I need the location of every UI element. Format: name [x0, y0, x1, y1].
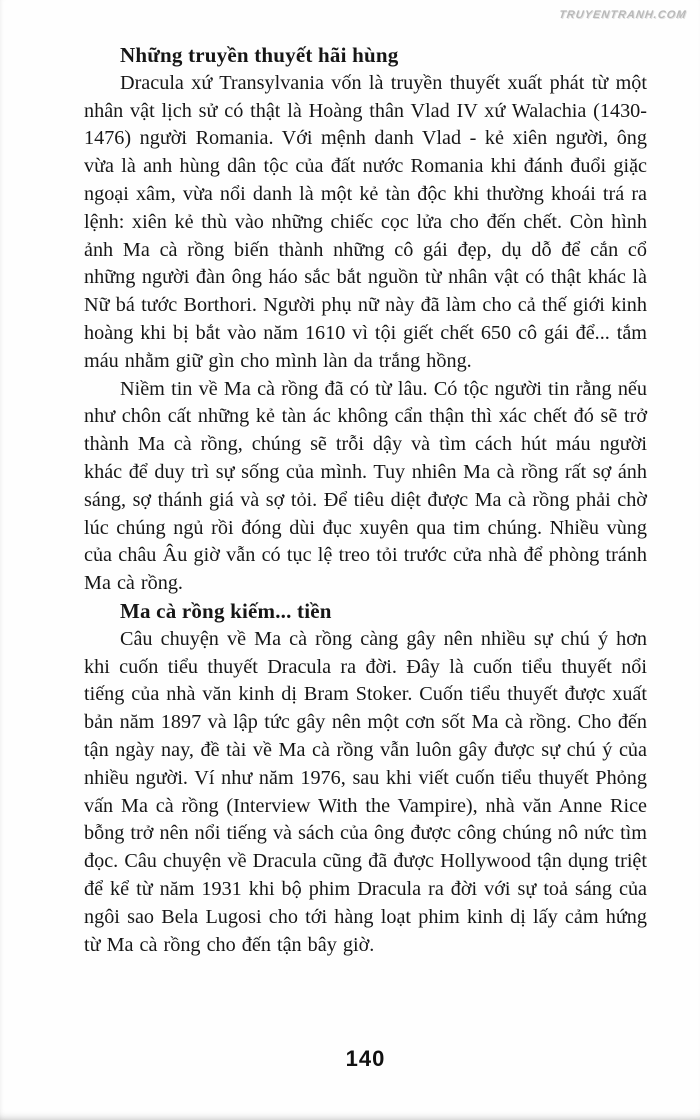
page-content [84, 42, 647, 959]
section-heading-legends: Những truyền thuyết hãi hùng [120, 43, 399, 67]
site-watermark: TRUYENTRANH.COM [557, 9, 687, 21]
paragraph-vampire-beliefs: Niềm tin về Ma cà rồng đã có từ lâu. Có tộc người tin rằng nếu như chôn cất những kẻ tàn ác không cẩn thận thì xác chết đó sẽ trở thành Ma cà rồng, chúng sẽ trỗi dậy và tìm cách hút máu người khác để duy trì sự sống của mình. Tuy nhiên Ma cà rồng rất sợ ánh sáng, sợ thánh giá và sợ tỏi. Để tiêu diệt được Ma cà rồng phải chờ lúc chúng ngủ rồi đóng dùi đục xuyên qua tim chúng. Nhiều vùng của châu Âu giờ vẫn có tục lệ treo tỏi trước cửa nhà để phòng tránh Ma cà rồng. [84, 377, 647, 595]
page-number: 140 [345, 1046, 386, 1071]
paragraph-vampire-fiction: Câu chuyện về Ma cà rồng càng gây nên nhiều sự chú ý hơn khi cuốn tiểu thuyết Dracula ra đời. Đây là cuốn tiểu thuyết nổi tiếng của nhà văn kinh dị Bram Stoker. Cuốn tiểu thuyết được xuất bản năm 1897 và lập tức gây nên một cơn sốt Ma cà rồng. Cho đến tận ngày nay, đề tài về Ma cà rồng vẫn luôn gây được sự chú ý của nhiều người. Ví như năm 1976, sau khi viết cuốn tiểu thuyết Phỏng vấn Ma cà rồng (Interview With the Vampire), nhà văn Anne Rice bỗng trở nên nổi tiếng và sách của ông được công chúng nô nức tìm đọc. Câu chuyện về Dracula cũng đã được Hollywood tận dụng triệt để kể từ năm 1931 khi bộ phim Dracula ra đời với sự toả sáng của ngôi sao Bela Lugosi cho tới hàng loạt phim kinh dị lấy cảm hứng từ Ma cà rồng cho đến tận bây giờ. [84, 627, 647, 956]
section-heading-vampire-money: Ma cà rồng kiếm... tiền [120, 598, 332, 623]
paragraph-dracula-history: Dracula xứ Transylvania vốn là truyền thuyết xuất phát từ một nhân vật lịch sử có thật là Hoàng thân Vlad IV xứ Walachia (1430-1476) người Romania. Với mệnh danh Vlad - kẻ xiên người, ông vừa là anh hùng dân tộc của đất nước Romania khi đánh đuổi giặc ngoại xâm, vừa nổi danh là một kẻ tàn độc khi thường khoái trá ra lệnh: xiên kẻ thù vào những chiếc cọc lửa cho đến chết. Còn hình ảnh Ma cà rồng biến thành những cô gái đẹp, dụ dỗ để cắn cổ những người đàn ông háo sắc bắt nguồn từ nhân vật có thật khác là Nữ bá tước Borthori. Người phụ nữ này đã làm cho cả thế giới kinh hoàng khi bị bắt vào năm 1610 vì tội giết chết 650 cô gái để... tắm máu nhằm giữ gìn cho mình làn da trắng hồng. [84, 71, 647, 372]
